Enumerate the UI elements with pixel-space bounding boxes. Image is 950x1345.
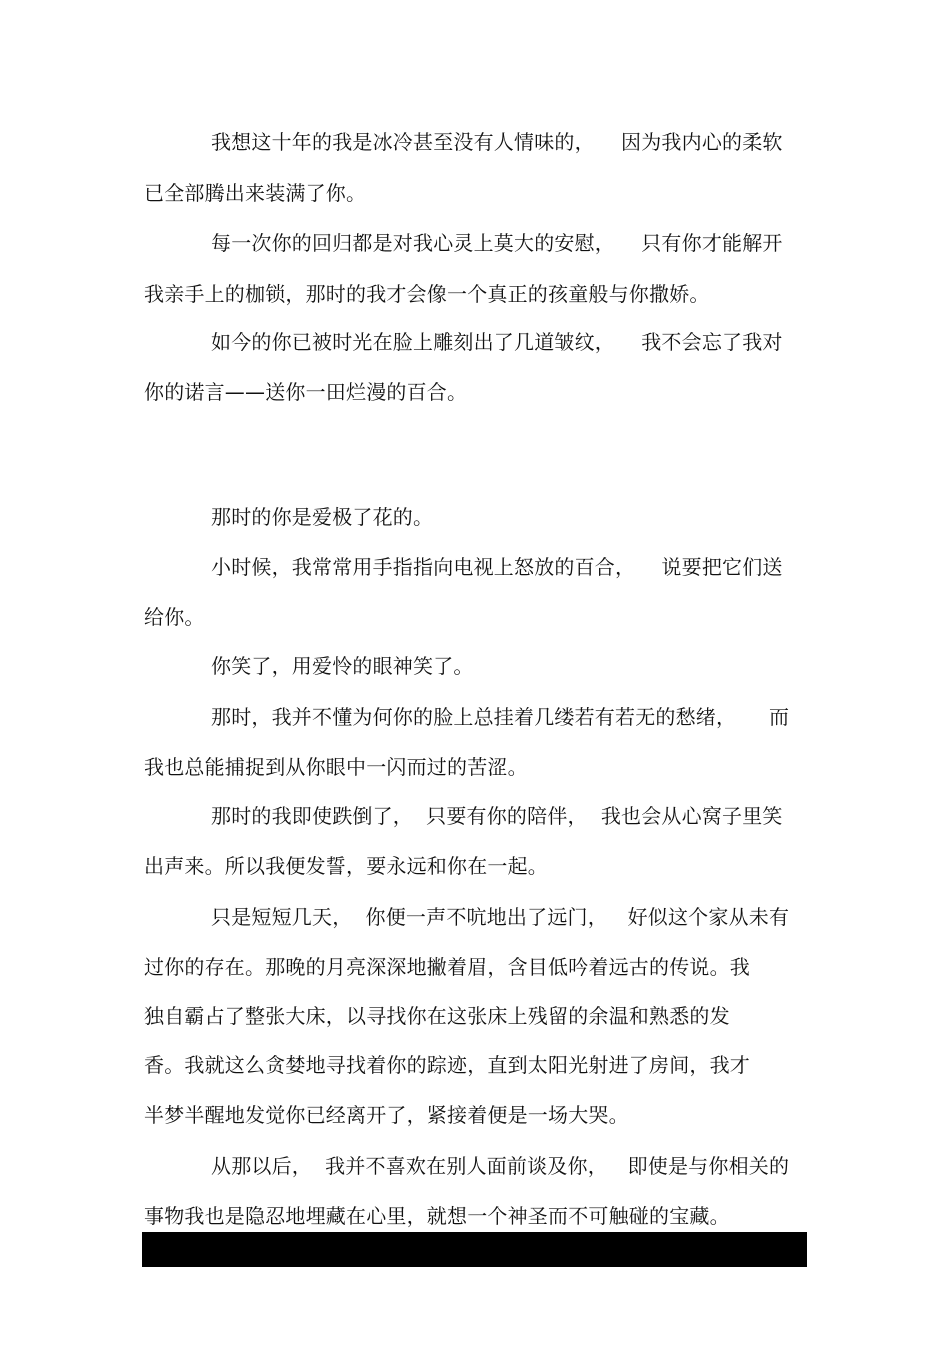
paragraph-5-line-1: 小时候，我常常用手指指向电视上怒放的百合， 说要把它们送 (211, 555, 783, 579)
paragraph-7-line-2: 我也总能捕捉到从你眼中一闪而过的苦涩。 (144, 755, 528, 779)
paragraph-8-line-2: 出声来。所以我便发誓，要永远和你在一起。 (144, 854, 548, 878)
paragraph-2-line-2: 我亲手上的枷锁，那时的我才会像一个真正的孩童般与你撒娇。 (144, 282, 710, 306)
paragraph-4-line-1: 那时的你是爱极了花的。 (211, 505, 434, 529)
paragraph-8-line-1: 那时的我即使跌倒了， 只要有你的陪伴， 我也会从心窝子里笑 (211, 804, 783, 828)
paragraph-7-line-1: 那时，我并不懂为何你的脸上总挂着几缕若有若无的愁绪， 而 (211, 705, 790, 729)
redaction-bar (142, 1232, 807, 1267)
paragraph-9-line-2: 过你的存在。那晚的月亮深深地撇着眉，含目低吟着远古的传说。我 (144, 955, 750, 979)
paragraph-2-line-1: 每一次你的回归都是对我心灵上莫大的安慰， 只有你才能解开 (211, 231, 783, 255)
paragraph-10-line-1: 从那以后， 我并不喜欢在别人面前谈及你， 即使是与你相关的 (211, 1154, 790, 1178)
paragraph-9-line-4: 香。我就这么贪婪地寻找着你的踪迹，直到太阳光射进了房间，我才 (144, 1053, 750, 1077)
paragraph-1-line-1: 我想这十年的我是冰冷甚至没有人情味的， 因为我内心的柔软 (211, 130, 783, 154)
paragraph-1-line-2: 已全部腾出来装满了你。 (144, 181, 367, 205)
paragraph-6-line-1: 你笑了，用爱怜的眼神笑了。 (211, 654, 474, 678)
paragraph-5-line-2: 给你。 (144, 605, 205, 629)
paragraph-3-line-2: 你的诺言——送你一田烂漫的百合。 (144, 380, 468, 404)
paragraph-9-line-1: 只是短短几天， 你便一声不吭地出了远门， 好似这个家从未有 (211, 905, 790, 929)
paragraph-9-line-5: 半梦半醒地发觉你已经离开了，紧接着便是一场大哭。 (144, 1103, 629, 1127)
paragraph-9-line-3: 独自霸占了整张大床，以寻找你在这张床上残留的余温和熟悉的发 (144, 1004, 730, 1028)
paragraph-10-line-2: 事物我也是隐忍地埋藏在心里，就想一个神圣而不可触碰的宝藏。 (144, 1204, 730, 1228)
paragraph-3-line-1: 如今的你已被时光在脸上雕刻出了几道皱纹， 我不会忘了我对 (211, 330, 783, 354)
